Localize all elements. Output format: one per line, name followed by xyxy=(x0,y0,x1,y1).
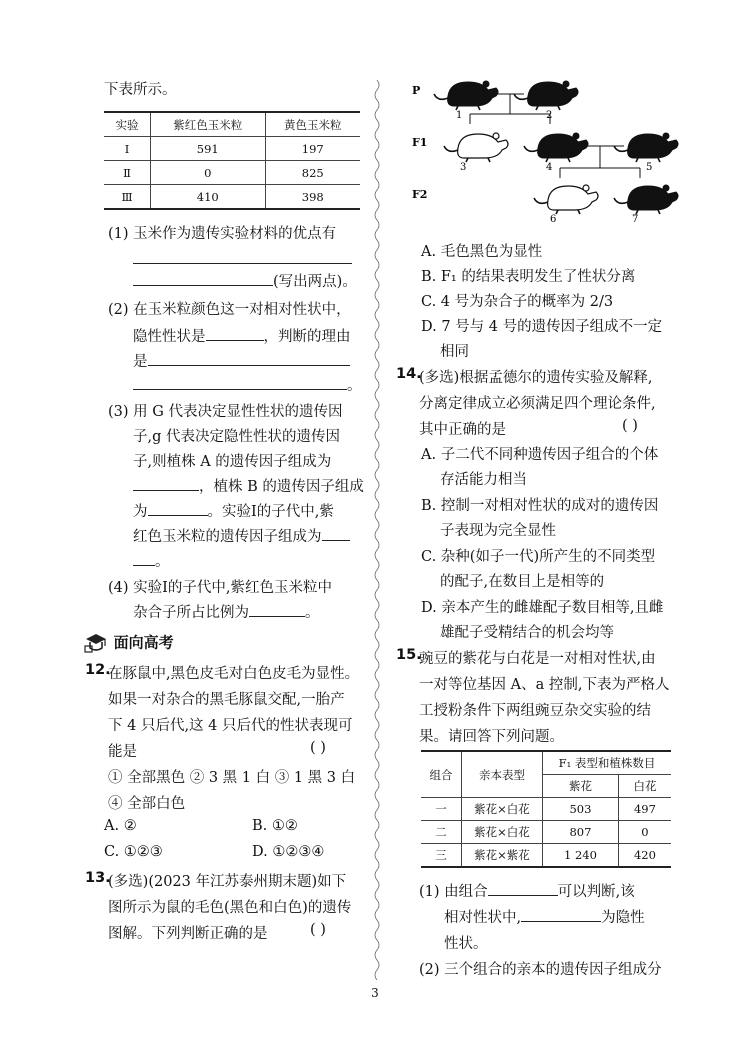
answer-blank[interactable] xyxy=(322,526,350,541)
table-cell: 紫花×白花 xyxy=(462,798,543,821)
experiment-table xyxy=(104,111,360,210)
table-header-cell: 组合 xyxy=(429,767,453,782)
table-cell: 591 xyxy=(151,137,266,161)
mouse-white-6 xyxy=(534,185,598,214)
option-a[interactable]: A. 子二代不同种遗传因子组合的个体 xyxy=(421,447,659,463)
q15-line1: 豌豆的紫花与白花是一对相对性状,由 xyxy=(419,651,656,667)
q11-part3-line1: (3) 用 G 代表决定显性性状的遗传因 xyxy=(108,404,343,420)
q11-part2-line3: 是 xyxy=(133,350,350,371)
question-number-13: 13. xyxy=(85,870,111,886)
mouse-black-1 xyxy=(434,81,498,110)
table-cell: 497 xyxy=(618,798,671,821)
q11-part3-line6: 红色玉米粒的遗传因子组成为 xyxy=(133,525,350,546)
answer-blank[interactable] xyxy=(133,271,273,286)
q11-part4-line2: 杂合子所占比例为 。 xyxy=(133,601,320,622)
answer-blank[interactable] xyxy=(133,263,352,264)
table-header-row xyxy=(104,112,360,137)
q11-part4-line1: (4) 实验Ⅰ的子代中,紫红色玉米粒中 xyxy=(108,580,332,596)
table-header-cell: 亲本表型 xyxy=(462,751,543,798)
table-cell: 197 xyxy=(265,137,360,161)
option-a[interactable]: A. 毛色黑色为显性 xyxy=(421,244,543,260)
q11-part1-text: (1) 玉米作为遗传实验材料的优点有 xyxy=(108,226,337,242)
q15-part1-line2: 相对性状中, 为隐性 xyxy=(444,906,645,927)
option-d-cont: 相同 xyxy=(440,344,469,360)
q13-line3: 图解。下列判断正确的是 xyxy=(108,926,268,942)
table-header-cell: 实验 xyxy=(115,117,139,132)
table-cell: 807 xyxy=(543,821,619,844)
mouse-white-3 xyxy=(444,133,508,162)
table-row xyxy=(421,844,671,868)
graduation-cap-icon xyxy=(83,630,109,654)
mouse-number: 7 xyxy=(632,214,639,225)
answer-blank[interactable] xyxy=(133,476,199,491)
answer-blank[interactable] xyxy=(521,907,601,922)
answer-blank[interactable] xyxy=(249,602,305,617)
table-cell: 410 xyxy=(151,185,266,210)
answer-blank[interactable] xyxy=(133,551,155,566)
q11-part2-line4: 。 xyxy=(133,374,362,395)
pea-cross-table xyxy=(421,750,671,868)
table-row xyxy=(421,821,671,844)
intro-text: 下表所示。 xyxy=(104,82,177,98)
q12-line2: 如果一对杂合的黑毛豚鼠交配,一胎产 xyxy=(108,692,345,708)
option-c[interactable]: C. 4 号为杂合子的概率为 2/3 xyxy=(421,294,614,310)
q15-part2-line1: (2) 三个组合的亲本的遗传因子组成分 xyxy=(419,962,662,978)
q12-line4: 能是 xyxy=(108,744,137,760)
mouse-number: 4 xyxy=(546,162,553,173)
q15-part1-line1: (1) 由组合 可以判断,该 xyxy=(419,880,635,901)
table-cell: Ⅰ xyxy=(104,137,151,161)
mouse-number: 2 xyxy=(546,110,553,121)
q12-choices1: ① 全部黑色 ② 3 黑 1 白 ③ 1 黑 3 白 xyxy=(108,770,356,786)
option-b[interactable]: B. 控制一对相对性状的成对的遗传因 xyxy=(421,498,659,514)
q11-part3-line7: 。 xyxy=(133,550,170,571)
generation-label-p: P xyxy=(412,84,421,97)
mouse-black-5 xyxy=(614,133,678,162)
option-d[interactable]: D. ①②③④ xyxy=(252,844,325,860)
answer-blank[interactable] xyxy=(148,351,350,366)
q11-part1-line3: (写出两点)。 xyxy=(133,270,357,291)
answer-paren[interactable]: ( ) xyxy=(310,740,326,756)
answer-paren[interactable]: ( ) xyxy=(622,418,638,434)
generation-label-f2: F2 xyxy=(412,188,428,201)
table-cell: 420 xyxy=(618,844,671,868)
table-header-cell: 紫红色玉米粒 xyxy=(151,112,266,137)
option-b[interactable]: B. F₁ 的结果表明发生了性状分离 xyxy=(421,269,636,285)
mouse-black-7 xyxy=(614,185,678,214)
option-c-cont: 的配子,在数目上是相等的 xyxy=(440,574,605,590)
option-d[interactable]: D. 7 号与 4 号的遗传因子组成不一定 xyxy=(421,319,663,335)
table-cell: 1 240 xyxy=(543,844,619,868)
q15-line2: 一对等位基因 A、a 控制,下表为严格人 xyxy=(419,677,670,693)
q12-choices2: ④ 全部白色 xyxy=(108,796,186,812)
option-c[interactable]: C. 杂种(如子一代)所产生的不同类型 xyxy=(421,549,656,565)
q15-line4: 果。请回答下列问题。 xyxy=(419,729,564,745)
option-a-cont: 存活能力相当 xyxy=(440,472,527,488)
q11-part3-line2: 子,g 代表决定隐性性状的遗传因 xyxy=(133,429,340,445)
table-cell: 三 xyxy=(421,844,462,868)
option-b-cont: 子表现为完全显性 xyxy=(440,523,556,539)
table-row xyxy=(104,161,360,185)
table-header-cell: 白花 xyxy=(618,775,671,798)
table-row xyxy=(421,798,671,821)
option-d[interactable]: D. 亲本产生的雌雄配子数目相等,且雌 xyxy=(421,600,664,616)
q13-line2: 图所示为鼠的毛色(黑色和白色)的遗传 xyxy=(108,900,352,916)
option-a[interactable]: A. ② xyxy=(104,818,137,834)
answer-blank[interactable] xyxy=(148,501,208,516)
question-number-14: 14. xyxy=(396,366,422,382)
answer-paren[interactable]: ( ) xyxy=(310,922,326,938)
table-cell: 一 xyxy=(421,798,462,821)
table-header-cell: F₁ 表型和植株数目 xyxy=(543,751,672,775)
table-cell: 825 xyxy=(265,161,360,185)
page-number: 3 xyxy=(371,986,379,1000)
mouse-black-2 xyxy=(514,81,578,110)
section-header xyxy=(83,630,174,654)
answer-blank[interactable] xyxy=(488,881,558,896)
mouse-pedigree-diagram xyxy=(410,70,680,230)
question-number-12: 12. xyxy=(85,662,111,678)
table-row xyxy=(104,137,360,161)
table-cell: 398 xyxy=(265,185,360,210)
q14-line1: (多选)根据孟德尔的遗传实验及解释, xyxy=(419,370,653,386)
mouse-number: 5 xyxy=(646,162,653,173)
q11-part3-line3: 子,则植株 A 的遗传因子组成为 xyxy=(133,454,332,470)
table-cell: 紫花×紫花 xyxy=(462,844,543,868)
option-b[interactable]: B. ①② xyxy=(252,818,298,834)
table-row xyxy=(104,185,360,210)
mouse-black-4 xyxy=(524,133,588,162)
table-cell: 0 xyxy=(618,821,671,844)
table-header-cell: 紫花 xyxy=(543,775,619,798)
option-d-cont: 雄配子受精结合的机会均等 xyxy=(440,625,614,641)
table-header-cell: 黄色玉米粒 xyxy=(265,112,360,137)
q14-line2: 分离定律成立必须满足四个理论条件, xyxy=(419,396,656,412)
mouse-number: 6 xyxy=(550,214,557,225)
answer-blank[interactable] xyxy=(133,375,347,390)
option-c[interactable]: C. ①②③ xyxy=(104,844,163,860)
table-cell: 紫花×白花 xyxy=(462,821,543,844)
mouse-number: 1 xyxy=(456,110,463,121)
q14-line3: 其中正确的是 xyxy=(419,422,506,438)
q11-part2-line1: (2) 在玉米粒颜色这一对相对性状中， xyxy=(108,302,351,318)
table-cell: 二 xyxy=(421,821,462,844)
q12-line1: 在豚鼠中,黑色皮毛对白色皮毛为显性。 xyxy=(108,666,360,682)
generation-label-f1: F1 xyxy=(412,136,428,149)
q11-part3-line5: 为 。实验Ⅰ的子代中,紫 xyxy=(133,500,334,521)
table-cell: Ⅲ xyxy=(104,185,151,210)
q11-part3-line4: ，植株 B 的遗传因子组成 xyxy=(133,475,364,496)
column-divider xyxy=(373,80,381,980)
q13-line1: (多选)(2023 年江苏泰州期末题)如下 xyxy=(108,874,347,890)
q15-part1-line3: 性状。 xyxy=(444,936,488,952)
mouse-number: 3 xyxy=(460,162,467,173)
table-cell: Ⅱ xyxy=(104,161,151,185)
table-cell: 503 xyxy=(543,798,619,821)
answer-blank[interactable] xyxy=(206,326,264,341)
q15-line3: 工授粉条件下两组豌豆杂交实验的结 xyxy=(419,703,651,719)
question-number-15: 15. xyxy=(396,647,422,663)
table-cell: 0 xyxy=(151,161,266,185)
q12-line3: 下 4 只后代,这 4 只后代的性状表现可 xyxy=(108,718,353,734)
q11-part2-line2: 隐性性状是 ，判断的理由 xyxy=(133,325,351,346)
section-title: 面向高考 xyxy=(113,633,174,652)
